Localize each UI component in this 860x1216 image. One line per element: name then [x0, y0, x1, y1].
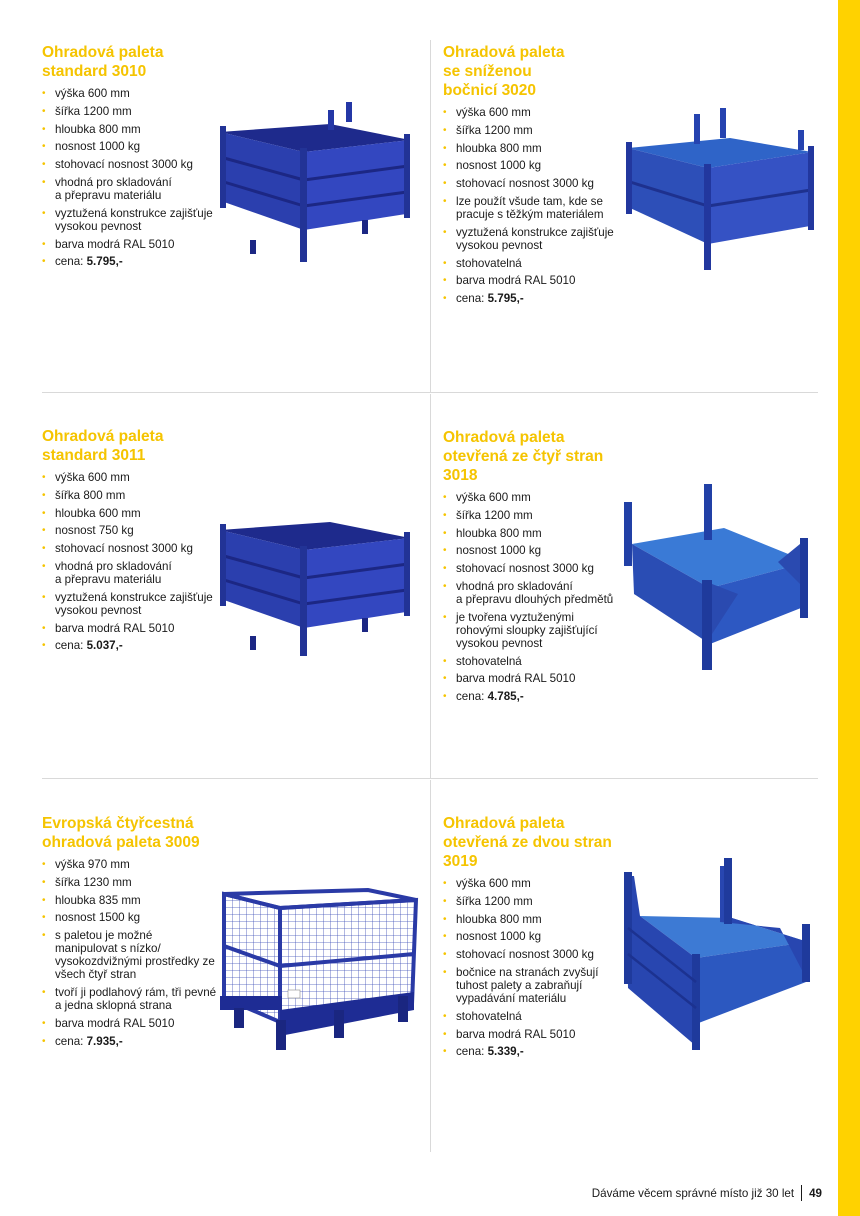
spec-item: • výška 970 mm: [42, 858, 432, 871]
spec-item: • stohovatelná: [443, 1010, 833, 1023]
spec-item: • barva modrá RAL 5010: [443, 672, 833, 685]
spec-item: • stohovatelná: [443, 655, 833, 668]
spec-item: • nosnost 1000 kg: [443, 159, 833, 172]
yellow-edge-strip: [838, 0, 860, 1216]
spec-item: • výška 600 mm: [443, 491, 833, 504]
spec-item: • nosnost 1500 kg: [42, 911, 432, 924]
spec-item: • vyztužená konstrukce zajišťuje vysokou pevnost: [42, 207, 432, 233]
spec-item: • barva modrá RAL 5010: [42, 1017, 432, 1030]
price-value: 5.037,-: [86, 639, 123, 653]
footer-separator: [801, 1185, 802, 1201]
product-title: Ohradová paleta standard 3011: [42, 428, 164, 464]
spec-item: • barva modrá RAL 5010: [42, 622, 432, 635]
spec-item: • výška 600 mm: [42, 87, 432, 100]
spec-item: • šířka 1230 mm: [42, 876, 432, 889]
spec-item: • stohovací nosnost 3000 kg: [443, 562, 833, 575]
spec-item: • výška 600 mm: [443, 106, 833, 119]
price-value: 5.795,-: [86, 255, 123, 269]
spec-item: • šířka 1200 mm: [443, 124, 833, 137]
spec-item: • vhodná pro skladování a přepravu dlouhých předmětů: [443, 580, 833, 606]
price-value: 5.795,-: [487, 292, 524, 306]
low-side-pallet-image: [620, 108, 820, 272]
spec-item: • hloubka 835 mm: [42, 894, 432, 907]
spec-item: • hloubka 800 mm: [443, 527, 833, 540]
spec-item: • vyztužená konstrukce zajišťuje vysokou pevnost: [42, 591, 432, 617]
product-title: Ohradová paleta otevřená ze dvou stran 3019: [443, 815, 612, 870]
spec-item: • stohovací nosnost 3000 kg: [443, 177, 833, 190]
box-pallet-image: [212, 102, 417, 264]
four-side-open-pallet-image: [618, 484, 818, 672]
spec-item: • stohovací nosnost 3000 kg: [42, 542, 432, 555]
spec-item: • tvoří ji podlahový rám, tři pevné a jedna sklopná strana: [42, 986, 432, 1012]
spec-item: • je tvořena vyztuženými rohovými sloupky zajišťující vysokou pevnost: [443, 611, 833, 650]
spec-item: • vhodná pro skladování a přepravu materiálu: [42, 560, 432, 586]
spec-item: • s paletou je možné manipulovat s nízko/ vysokozdvižnými prostředky ze všech čtyř stran: [42, 929, 432, 981]
price-item: [443, 690, 833, 703]
price-label: cena:: [456, 292, 488, 306]
spec-item: • bočnice na stranách zvyšují tuhost palety a zabraňují vypadávání materiálu: [443, 966, 833, 1005]
spec-item: • hloubka 800 mm: [42, 123, 432, 136]
page-number: 49: [809, 1186, 822, 1200]
spec-item: • hloubka 600 mm: [42, 507, 432, 520]
price-value: 4.785,-: [487, 690, 524, 704]
product-title: Ohradová paleta standard 3010: [42, 44, 164, 80]
spec-item: • barva modrá RAL 5010: [443, 1028, 833, 1041]
spec-item: • šířka 1200 mm: [42, 105, 432, 118]
spec-item: • barva modrá RAL 5010: [42, 238, 432, 251]
price-value: 7.935,-: [86, 1034, 123, 1048]
product-title: Evropská čtyřcestná ohradová paleta 3009: [42, 815, 200, 851]
spec-item: • nosnost 750 kg: [42, 524, 432, 537]
spec-item: • nosnost 1000 kg: [443, 930, 833, 943]
spec-item: • výška 600 mm: [42, 471, 432, 484]
spec-item: • výška 600 mm: [443, 877, 833, 890]
spec-item: • barva modrá RAL 5010: [443, 274, 833, 287]
spec-item: • nosnost 1000 kg: [443, 544, 833, 557]
spec-item: • hloubka 800 mm: [443, 913, 833, 926]
mesh-pallet-image: [218, 886, 422, 1052]
box-pallet-image: [212, 500, 417, 660]
price-label: cena:: [55, 255, 87, 269]
product-title: Ohradová paleta se sníženou bočnicí 3020: [443, 44, 565, 99]
spec-item: • lze použít všude tam, kde se pracuje s těžkým materiálem: [443, 195, 833, 221]
spec-item: • šířka 1200 mm: [443, 509, 833, 522]
spec-item: • stohovací nosnost 3000 kg: [42, 158, 432, 171]
spec-item: • nosnost 1000 kg: [42, 140, 432, 153]
price-label: cena:: [55, 1034, 87, 1048]
price-label: cena:: [456, 690, 488, 704]
spec-item: • stohovatelná: [443, 257, 833, 270]
price-value: 5.339,-: [487, 1045, 524, 1059]
spec-item: • stohovací nosnost 3000 kg: [443, 948, 833, 961]
spec-item: • vyztužená konstrukce zajišťuje vysokou pevnost: [443, 226, 833, 252]
product-title: Ohradová paleta otevřená ze čtyř stran 3018: [443, 429, 604, 484]
footer-slogan: Dáváme věcem správné místo již 30 let: [591, 1186, 795, 1200]
two-side-open-pallet-image: [620, 858, 816, 1054]
price-label: cena:: [55, 639, 87, 653]
price-label: cena:: [456, 1045, 488, 1059]
price-item: [443, 292, 833, 305]
spec-item: • vhodná pro skladování a přepravu materiálu: [42, 176, 432, 202]
spec-item: • šířka 800 mm: [42, 489, 432, 502]
spec-item: • hloubka 800 mm: [443, 142, 833, 155]
page-footer: [560, 1186, 822, 1200]
spec-item: • šířka 1200 mm: [443, 895, 833, 908]
